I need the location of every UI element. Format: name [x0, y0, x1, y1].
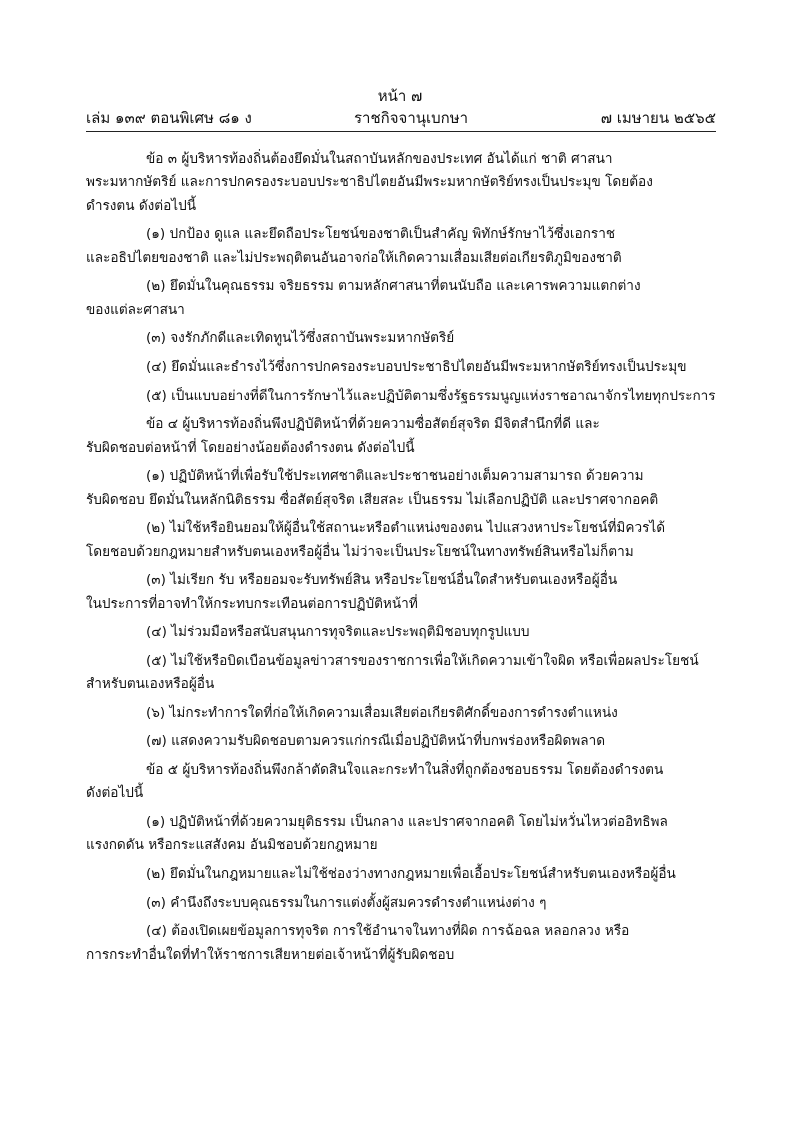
paragraph — [86, 702, 716, 725]
paragraph-line: การกระทำอื่นใดที่ทำให้ราชการเสียหายต่อเจ้าหน้าที่ผู้รับผิดชอบ — [86, 946, 455, 963]
publication-title: ราชกิจจานุเบกษา — [354, 109, 469, 127]
paragraph-line: (๖) ไม่กระทำการใดที่ก่อให้เกิดความเสื่อมเสียต่อเกียรติศักดิ์ของการดำรงตำแหน่ง — [146, 704, 618, 721]
paragraph — [86, 517, 716, 564]
paragraph-line: (๒) ยึดมั่นในกฎหมายและไม่ใช้ช่องว่างทางกฎหมายเพื่อเอื้อประโยชน์สำหรับตนเองหรือผู้อื่น — [146, 865, 676, 882]
paragraph — [86, 730, 716, 753]
paragraph-line: (๒) ไม่ใช้หรือยินยอมให้ผู้อื่นใช้สถานะหรือตำแหน่งของตน ไปแสวงหาประโยชน์ที่มิควรได้ — [146, 520, 666, 537]
paragraph-line: พระมหากษัตริย์ และการปกครองระบอบประชาธิปไตยอันมีพระมหากษัตริย์ทรงเป็นประมุข โดยต้อง — [86, 174, 653, 191]
paragraph-line: (๕) ไม่ใช้หรือบิดเบือนข้อมูลข่าวสารของราชการเพื่อให้เกิดความเข้าใจผิด หรือเพื่อผลประโยชน์ — [146, 652, 699, 669]
paragraph-line: (๔) ต้องเปิดเผยข้อมูลการทุจริต การใช้อำนาจในทางที่ผิด การฉ้อฉล หลอกลวง หรือ — [146, 923, 630, 940]
paragraph-line: (๓) คำนึงถึงระบบคุณธรรมในการแต่งตั้งผู้สมควรดำรงตำแหน่งต่าง ๆ — [146, 894, 547, 911]
paragraph-line: ดำรงตน ดังต่อไปนี้ — [86, 197, 197, 214]
paragraph-line: รับผิดชอบ ยึดมั่นในหลักนิติธรรม ซื่อสัตย์สุจริต เสียสละ เป็นธรรม ไม่เลือกปฏิบัติ และปราศจากอคติ — [86, 491, 659, 508]
paragraph-line: (๗) แสดงความรับผิดชอบตามควรแก่กรณีเมื่อปฏิบัติหน้าที่บกพร่องหรือผิดพลาด — [146, 733, 606, 750]
paragraph-line: (๒) ยึดมั่นในคุณธรรม จริยธรรม ตามหลักศาสนาที่ตนนับถือ และเคารพความแตกต่าง — [146, 278, 641, 295]
paragraph — [86, 413, 716, 460]
paragraph-line: (๑) ปฏิบัติหน้าที่ด้วยความยุติธรรม เป็นกลาง และปราศจากอคติ โดยไม่หวั่นไหวต่ออิทธิพล — [146, 813, 668, 830]
paragraph-line: (๔) ยึดมั่นและธำรงไว้ซึ่งการปกครองระบอบประชาธิปไตยอันมีพระมหากษัตริย์ทรงเป็นประมุข — [146, 359, 687, 375]
paragraph-line: (๑) ปฏิบัติหน้าที่เพื่อรับใช้ประเทศชาติและประชาชนอย่างเต็มความสามารถ ด้วยความ — [146, 468, 644, 485]
paragraph — [86, 863, 716, 886]
paragraph-line: ข้อ ๔ ผู้บริหารท้องถิ่นพึงปฏิบัติหน้าที่ด้วยความซื่อสัตย์สุจริต มีจิตสำนึกที่ดี และ — [146, 416, 600, 433]
paragraph-line: สำหรับตนเองหรือผู้อื่น — [86, 676, 215, 693]
paragraph-line: (๓) ไม่เรียก รับ หรือยอมจะรับทรัพย์สิน หรือประโยชน์อื่นใดสำหรับตนเองหรือผู้อื่น — [146, 572, 618, 589]
paragraph-line: และอธิปไตยของชาติ และไม่ประพฤติตนอันอาจก่อให้เกิดความเสื่อมเสียต่อเกียรติภูมิของชาติ — [86, 249, 622, 266]
paragraph — [86, 223, 716, 270]
document-body — [86, 148, 716, 972]
paragraph — [86, 621, 716, 644]
paragraph — [86, 920, 716, 967]
paragraph-line: ข้อ ๓ ผู้บริหารท้องถิ่นต้องยึดมั่นในสถาบันหลักของประเทศ อันได้แก่ ชาติ ศาสนา — [146, 151, 613, 167]
paragraph-line: โดยชอบด้วยกฎหมายสำหรับตนเองหรือผู้อื่น ไม่ว่าจะเป็นประโยชน์ในทางทรัพย์สินหรือไม่ก็ตาม — [86, 543, 634, 560]
page-number: หน้า ๗ — [377, 87, 423, 105]
paragraph — [86, 650, 716, 697]
paragraph — [86, 148, 716, 218]
volume-issue: เล่ม ๑๓๙ ตอนพิเศษ ๘๑ ง — [86, 109, 252, 127]
paragraph-line: (๑) ปกป้อง ดูแล และยึดถือประโยชน์ของชาติเป็นสำคัญ พิทักษ์รักษาไว้ซึ่งเอกราช — [146, 226, 616, 243]
paragraph — [86, 811, 716, 858]
paragraph — [86, 759, 716, 806]
paragraph — [86, 892, 716, 915]
paragraph — [86, 569, 716, 616]
paragraph-line: ของแต่ละศาสนา — [86, 301, 185, 318]
paragraph-line: (๔) ไม่ร่วมมือหรือสนับสนุนการทุจริตและประพฤติมิชอบทุกรูปแบบ — [146, 624, 530, 641]
paragraph-line: แรงกดดัน หรือกระแสสังคม อันมิชอบด้วยกฎหมาย — [86, 837, 378, 854]
paragraph — [86, 327, 716, 350]
paragraph-line: รับผิดชอบต่อหน้าที่ โดยอย่างน้อยต้องดำรงตน ดังต่อไปนี้ — [86, 439, 415, 456]
paragraph — [86, 465, 716, 512]
paragraph — [86, 275, 716, 322]
paragraph — [86, 356, 716, 379]
paragraph-line: ในประการที่อาจทำให้กระทบกระเทือนต่อการปฏิบัติหน้าที่ — [86, 595, 418, 612]
paragraph-line: ข้อ ๕ ผู้บริหารท้องถิ่นพึงกล้าตัดสินใจและกระทำในสิ่งที่ถูกต้องชอบธรรม โดยต้องดำรงตน — [146, 761, 664, 778]
paragraph-line: (๕) เป็นแบบอย่างที่ดีในการรักษาไว้และปฏิบัติตามซึ่งรัฐธรรมนูญแห่งราชอาณาจักรไทยทุกประการ — [146, 387, 716, 404]
header-divider — [86, 131, 716, 132]
publication-date: ๗ เมษายน ๒๕๖๕ — [600, 109, 716, 127]
paragraph — [86, 385, 716, 408]
paragraph-line: ดังต่อไปนี้ — [86, 785, 144, 802]
gazette-header — [86, 106, 716, 128]
paragraph-line: (๓) จงรักภักดีและเทิดทูนไว้ซึ่งสถาบันพระมหากษัตริย์ — [146, 330, 455, 347]
